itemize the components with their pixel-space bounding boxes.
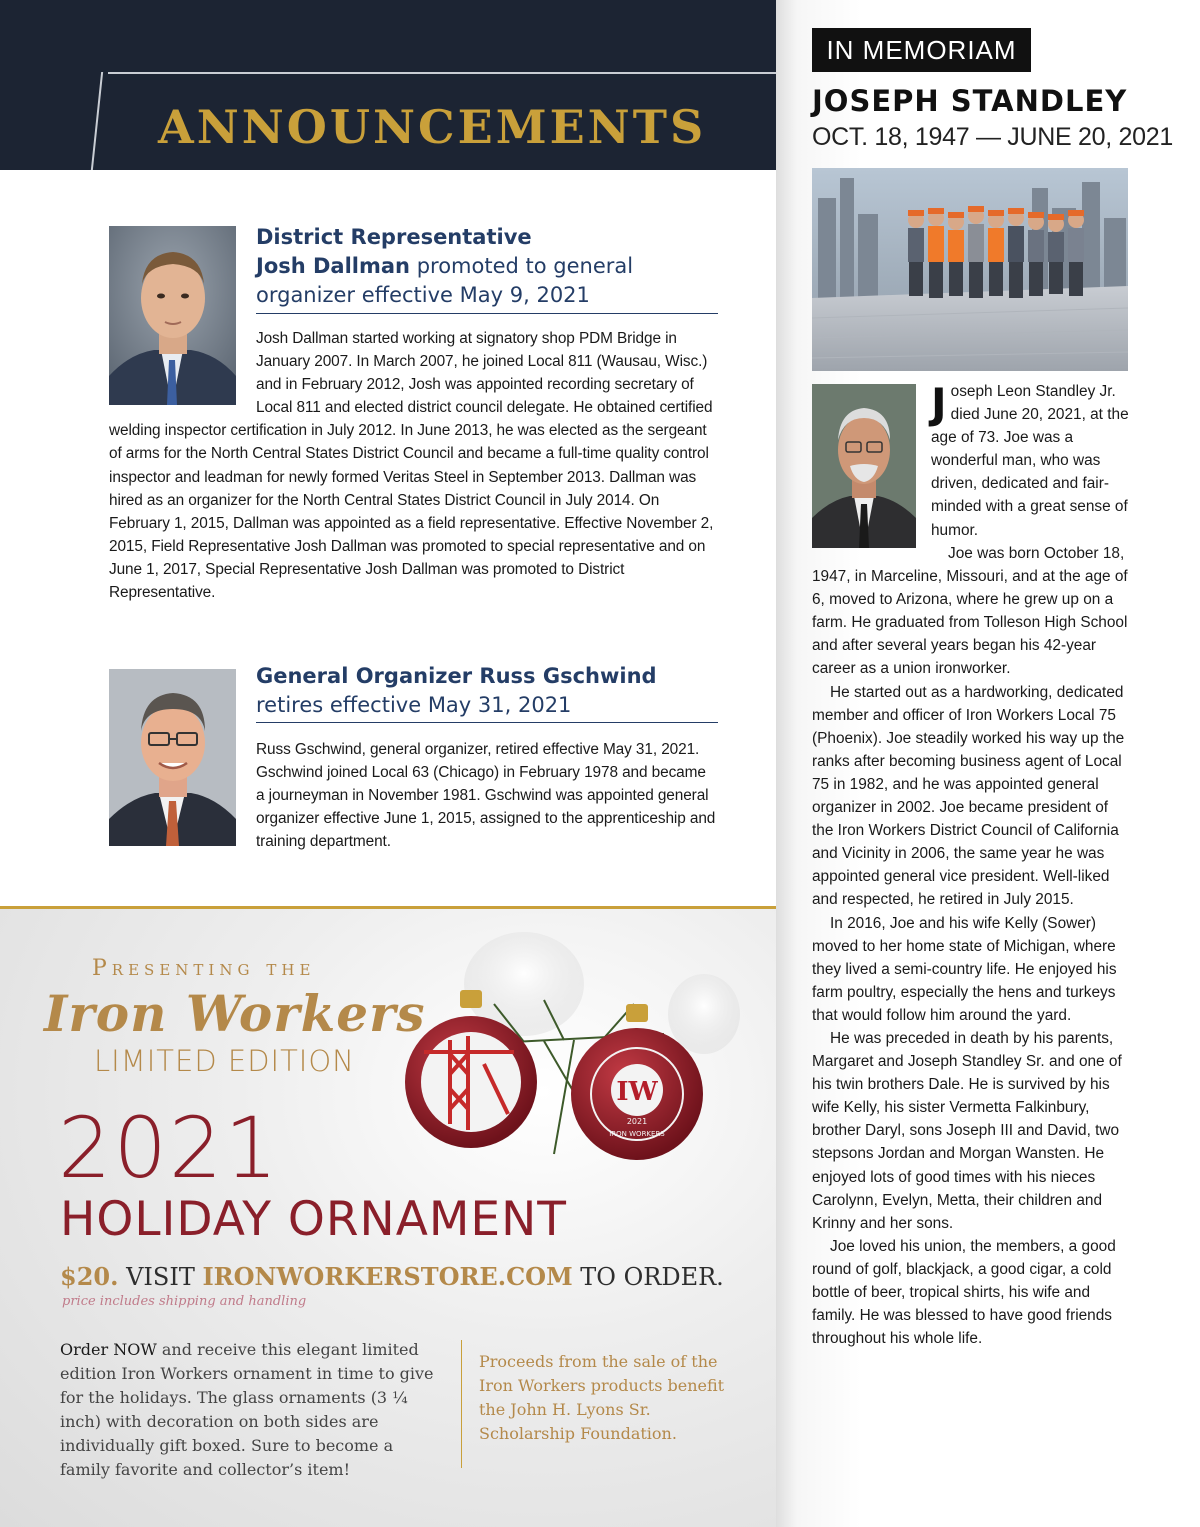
promo-year: 2021 [58,1099,280,1197]
article-1-headline-title: District Representative [256,225,532,249]
article-1-headline [256,223,726,310]
promo-order-body: and receive this elegant limited edition Iron Workers ornament in time to give for the holidays. The glass ornaments (3 ¼ inch) with decoration on both sides are individually gift boxed. Sure to become a family favorite and collector’s item! [60,1340,434,1479]
memoriam-paragraph: He was preceded in death by his parents, Margaret and Joseph Standley Sr. and one of his twin brothers Dale. He is survived by his wife Kelly, his sister Vermetta Falkinbury, brother Daryl, sons Joseph III and David, two stepsons Jordan and Morgan Wansten. He enjoyed lots of good times with his nieces Carolynn, Evelyn, Metta, their children and Krinny and her sons. [812,1029,1122,1232]
article-1-headline-name: Josh Dallman [256,254,411,278]
ornament-1-cap [460,990,482,1008]
article-1-body-text: Josh Dallman started working at signatory shop PDM Bridge in January 2007. In March 2007, he joined Local 811 (Wausau, Wisc.) and in February 2012, Josh was appointed recording secretary of Local 811 and elected district council delegate. He obtained certified welding inspector certification in July 2012. In June 2013, he was elected as the sergeant of arms for the North Central States District Council and became a full-time quality control inspector and leadman for newly formed Veritas Steel in September 2013. Dallman was hired as an organizer for the North Central States District Council in July 2014. On February 1, 2015, Dallman was appointed as a field representative. Effective November 2, 2015, Field Representative Josh Dallman was promoted to special representative and on June 1, 2017, Special Representative Josh Dallman was promoted to District Representative. [109,330,714,602]
memoriam-dates: OCT. 18, 1947 — JUNE 20, 2021 [812,123,1173,151]
promo-top-rule [0,906,776,909]
article-2-rule [256,722,718,723]
article-1-headline-rest: promoted to general organizer effective May 9, 2021 [256,254,634,307]
promo-fine-print: price includes shipping and handling [62,1294,307,1309]
memoriam-lead [931,380,1131,542]
page-title: ANNOUNCEMENTS [158,100,707,154]
promo-limited-edition: LIMITED EDITION [94,1044,355,1078]
ironworkers-crew-photo [812,168,1128,371]
ornament-2-cap [626,1004,648,1022]
promo-visit: VISIT [118,1263,203,1291]
memoriam-body [812,542,1132,1350]
promo-store-link[interactable]: IRONWORKERSTORE.COM [202,1262,573,1291]
article-1-body [109,327,723,604]
promo-order-lead: Order NOW [60,1340,157,1359]
promo-proceeds: Proceeds from the sale of the Iron Workers products benefit the John H. Lyons Sr. Scholarship Foundation. [479,1352,725,1443]
article-1-photo-spacer [109,327,256,419]
memoriam-tag: IN MEMORIAM [812,28,1031,72]
memoriam-paragraph: In 2016, Joe and his wife Kelly (Sower) moved to her home state of Michigan, where they lived a semi-country life. He enjoyed his farm poultry, especially the hens and turkeys that would follow him around the yard. [812,914,1117,1024]
memoriam-paragraph: Joe was born October 18, 1947, in Marceline, Missouri, and at the age of 6, moved to Arizona, where he grew up on a farm. He graduated from Tolleson High School and after several years began his 42-year career as a union ironworker. [812,545,1128,678]
memoriam-paragraph: Joe loved his union, the members, a good round of golf, blackjack, a good cigar, a cold bottle of beer, tropical shirts, his wife and family. He was blessed to have good friends throughout his whole life. [812,1237,1116,1348]
memoriam-drop-cap: J [931,379,947,428]
russ-gschwind-photo [109,669,236,846]
memoriam-name: JOSEPH STANDLEY [812,84,1128,118]
promo-price-line [60,1262,724,1291]
promo-brand: Iron Workers [44,984,426,1043]
promo-to-order: TO ORDER. [572,1263,724,1291]
article-2-headline-title: General Organizer Russ Gschwind [256,664,657,688]
article-2-headline-rest: retires effective May 31, 2021 [256,693,572,717]
promo-column-divider [461,1340,462,1468]
ornament-1-window [421,1032,521,1132]
glass-ornament-bg-2 [668,974,740,1054]
promo-price: $20. [60,1262,119,1291]
ornament-2-year: 2021 [626,1117,648,1126]
article-2-headline [256,662,726,720]
header-divider [108,72,776,74]
crew-figures [908,206,1084,298]
promo-title: HOLIDAY ORNAMENT [60,1192,567,1247]
article-2-body: Russ Gschwind, general organizer, retired effective May 31, 2021. Gschwind joined Local 63 (Chicago) in February 1978 and became a journeyman in November 1981. Gschwind was appointed general organizer effective June 1, 2015, assigned to the apprenticeship and training department. [256,741,716,851]
memoriam-lead-text: oseph Leon Standley Jr. died June 20, 2021, at the age of 73. Joe was a wonderful man, who was driven, dedicated and fair-minded with a great sense of humor. [931,383,1129,539]
joseph-standley-portrait [812,384,916,548]
ornament-2-caption: IRON WORKERS [609,1130,665,1138]
promo-order-text [60,1338,440,1482]
article-1-rule [256,313,718,314]
ornaments-image [404,924,776,1194]
ornament-2-logo: IW [616,1077,658,1107]
promo-presenting: Presenting the [92,956,316,981]
memoriam-paragraph: He started out as a hardworking, dedicated member and officer of Iron Workers Local 75 (Phoenix). Joe steadily worked his way up the ranks after becoming business agent of Local 75 in 1982, and he was appointed general organizer in 2002. Joe became president of the Iron Workers District Council of California and Vicinity in 2006, the same year he was appointed general vice president. Well-liked and respected, he retired in July 2015. [812,683,1125,909]
